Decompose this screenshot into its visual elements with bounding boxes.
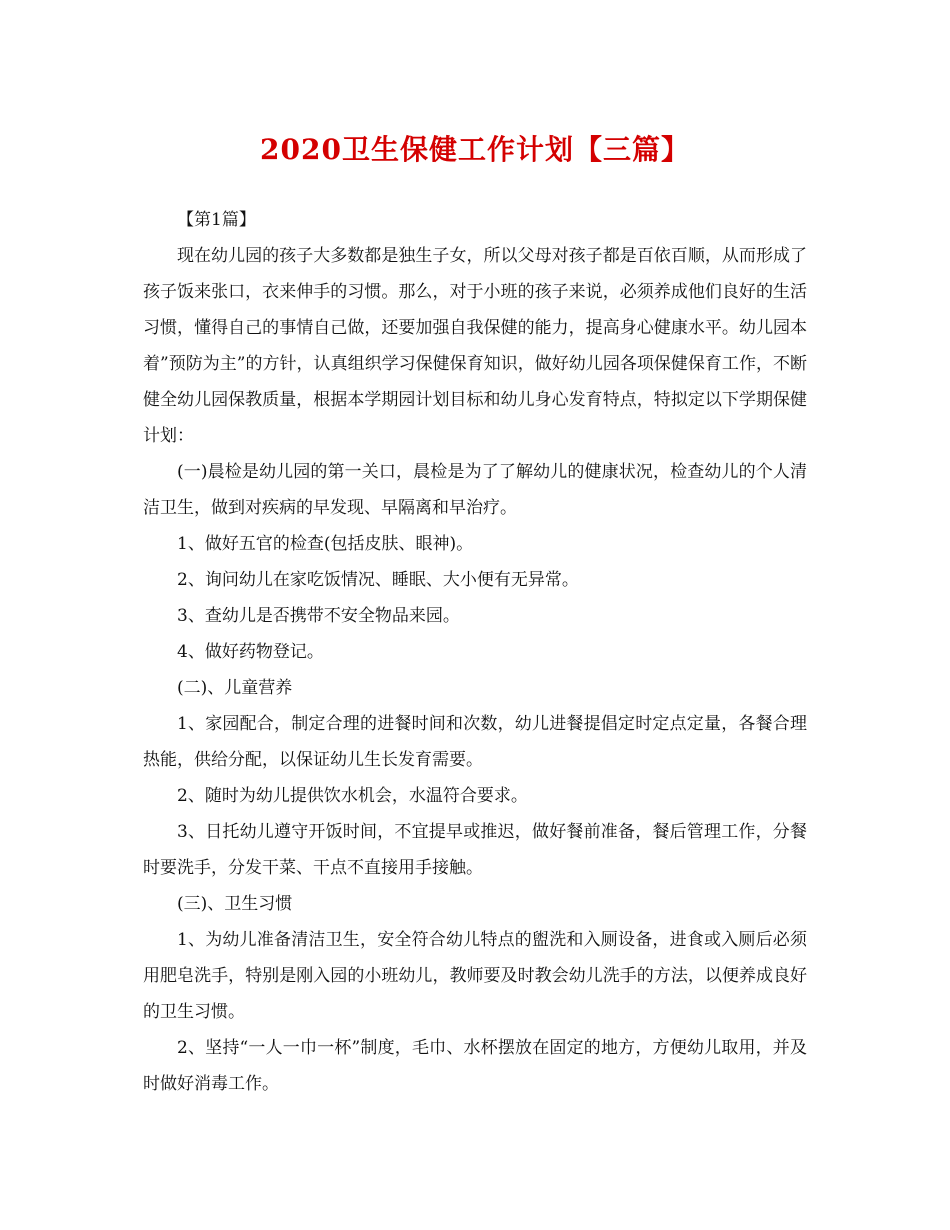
list-item: 2、随时为幼儿提供饮水机会，水温符合要求。 (177, 786, 528, 806)
list-item: 3、日托幼儿遵守开饭时间，不宜提早或推迟，做好餐前准备，餐后管理工作，分餐时要洗手，分发干菜、干点不直接用手接触。 (143, 822, 807, 878)
list-item: 4、做好药物登记。 (177, 642, 324, 662)
document-body (143, 202, 807, 1102)
list-item: 3、查幼儿是否携带不安全物品来园。 (177, 606, 460, 626)
intro-paragraph: 现在幼儿园的孩子大多数都是独生子女，所以父母对孩子都是百依百顺，从而形成了孩子饭来张口，衣来伸手的习惯。那么，对于小班的孩子来说，必须养成他们良好的生活习惯，懂得自己的事情自己做，还要加强自我保健的能力，提高身心健康水平。幼儿园本着”预防为主”的方针，认真组织学习保健保育知识，做好幼儿园各项保健保育工作，不断健全幼儿园保教质量，根据本学期园计划目标和幼儿身心发育特点，特拟定以下学期保健计划： (143, 246, 807, 446)
list-item: 1、为幼儿准备清洁卫生，安全符合幼儿特点的盥洗和入厕设备，进食或入厕后必须用肥皂洗手，特别是刚入园的小班幼儿，教师要及时教会幼儿洗手的方法，以便养成良好的卫生习惯。 (143, 930, 807, 1022)
paragraph-morning-check: (一)晨检是幼儿园的第一关口，晨检是为了了解幼儿的健康状况，检查幼儿的个人清洁卫生，做到对疾病的早发现、早隔离和早治疗。 (143, 462, 807, 518)
section-heading-part-1: 【第1篇】 (177, 210, 256, 230)
list-item: 2、询问幼儿在家吃饭情况、睡眠、大小便有无异常。 (177, 570, 579, 590)
document-title: 2020卫生保健工作计划【三篇】 (260, 133, 690, 166)
list-item: 1、家园配合，制定合理的进餐时间和次数，幼儿进餐提倡定时定点定量，各餐合理热能，供给分配，以保证幼儿生长发育需要。 (143, 714, 807, 770)
section-heading-hygiene: (三)、卫生习惯 (177, 894, 293, 914)
list-item: 2、坚持“一人一巾一杯”制度，毛巾、水杯摆放在固定的地方，方便幼儿取用，并及时做好消毒工作。 (143, 1038, 807, 1094)
list-item: 1、做好五官的检查(包括皮肤、眼神)。 (177, 534, 474, 554)
section-heading-nutrition: (二)、儿童营养 (177, 678, 293, 698)
